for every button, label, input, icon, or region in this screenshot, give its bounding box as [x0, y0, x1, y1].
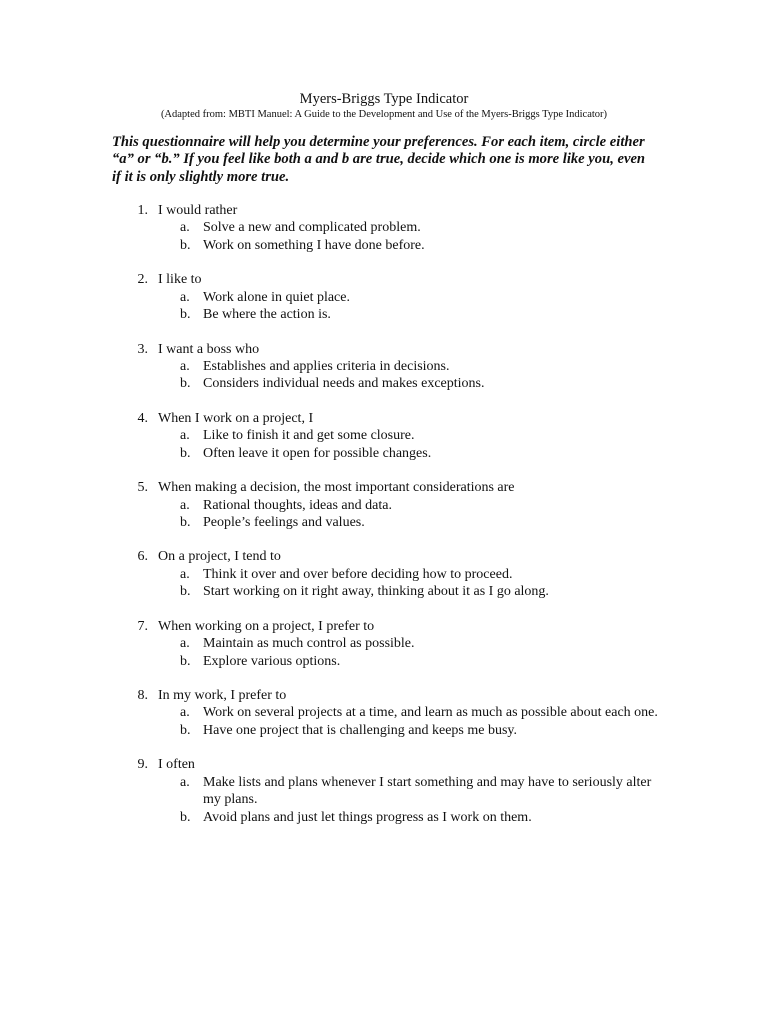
answer-option-a	[0, 427, 663, 444]
option-text: Often leave it open for possible changes.	[203, 445, 432, 461]
option-letter: b.	[180, 653, 191, 669]
question-text: When working on a project, I prefer to	[158, 618, 375, 634]
option-text: Rational thoughts, ideas and data.	[203, 497, 392, 513]
answer-option-b	[0, 722, 663, 739]
option-letter: a.	[180, 358, 190, 374]
answer-options	[0, 219, 768, 254]
option-text: Avoid plans and just let things progress as I work on them.	[203, 809, 532, 825]
answer-options	[0, 635, 768, 670]
answer-option-b	[0, 237, 663, 254]
question-item	[0, 548, 768, 600]
question-number: 7.	[137, 618, 148, 634]
question-text: I want a boss who	[158, 341, 260, 357]
option-text: Establishes and applies criteria in decisions.	[203, 358, 450, 374]
option-letter: a.	[180, 497, 190, 513]
option-text: Like to finish it and get some closure.	[203, 428, 415, 444]
option-letter: b.	[180, 722, 191, 738]
answer-option-b	[0, 445, 663, 462]
option-letter: a.	[180, 636, 190, 652]
option-text: Have one project that is challenging and keeps me busy.	[203, 722, 517, 738]
question-text: When I work on a project, I	[158, 410, 314, 426]
option-letter: a.	[180, 774, 190, 790]
answer-option-a	[0, 774, 663, 809]
question-number: 4.	[137, 410, 148, 426]
instructions-paragraph: This questionnaire will help you determine your preferences. For each item, circle either “a” or “b.” If you feel like both a and b are true, decide which one is more like you, even if it is only slightly more true.	[112, 134, 646, 185]
answer-option-a	[0, 289, 663, 306]
answer-option-a	[0, 358, 663, 375]
question-item	[0, 271, 768, 323]
document-subtitle: (Adapted from: MBTI Manuel: A Guide to the Development and Use of the Myers-Briggs Type Indicator)	[160, 109, 608, 120]
question-item	[0, 410, 768, 462]
question-text: On a project, I tend to	[158, 549, 281, 565]
question-number: 3.	[137, 341, 148, 357]
question-number: 1.	[137, 203, 148, 218]
answer-option-b	[0, 375, 663, 392]
option-text: People’s feelings and values.	[203, 514, 365, 530]
question-item	[0, 618, 768, 670]
option-text: Work on several projects at a time, and learn as much as possible about each one.	[203, 705, 658, 721]
question-header	[0, 756, 768, 773]
option-text: Think it over and over before deciding how to proceed.	[203, 566, 513, 582]
option-letter: a.	[180, 220, 190, 236]
option-text: Solve a new and complicated problem.	[203, 220, 421, 236]
question-number: 9.	[137, 757, 148, 773]
question-number: 2.	[137, 272, 148, 288]
option-text: Work alone in quiet place.	[203, 289, 350, 305]
option-text: Start working on it right away, thinking about it as I go along.	[203, 584, 549, 600]
answer-option-a	[0, 497, 663, 514]
answer-option-a	[0, 704, 663, 721]
question-item	[0, 479, 768, 531]
option-text: Explore various options.	[203, 653, 341, 669]
answer-option-a	[0, 219, 663, 236]
answer-options	[0, 497, 768, 532]
question-text: I often	[158, 757, 195, 773]
answer-options	[0, 774, 768, 826]
question-header	[0, 548, 768, 565]
answer-options	[0, 566, 768, 601]
answer-option-a	[0, 566, 663, 583]
answer-option-b	[0, 583, 663, 600]
option-letter: b.	[180, 584, 191, 600]
answer-option-b	[0, 809, 663, 826]
answer-options	[0, 427, 768, 462]
answer-options	[0, 358, 768, 393]
option-letter: a.	[180, 289, 190, 305]
question-list	[0, 202, 768, 843]
question-number: 5.	[137, 480, 148, 496]
option-letter: b.	[180, 237, 191, 253]
question-text: In my work, I prefer to	[158, 688, 287, 704]
question-number: 8.	[137, 688, 148, 704]
answer-option-a	[0, 635, 663, 652]
option-text: Make lists and plans whenever I start something and may have to seriously alter my plans.	[203, 774, 652, 808]
option-letter: a.	[180, 705, 190, 721]
question-header	[0, 479, 768, 496]
option-letter: b.	[180, 809, 191, 825]
option-letter: b.	[180, 445, 191, 461]
option-text: Maintain as much control as possible.	[203, 636, 415, 652]
option-letter: a.	[180, 566, 190, 582]
question-item	[0, 202, 768, 254]
question-header	[0, 410, 768, 427]
answer-options	[0, 704, 768, 739]
question-header	[0, 202, 768, 219]
question-text: I like to	[158, 272, 202, 288]
answer-options	[0, 289, 768, 324]
option-letter: b.	[180, 376, 191, 392]
question-text: When making a decision, the most important considerations are	[158, 480, 515, 496]
question-item	[0, 756, 768, 826]
question-header	[0, 618, 768, 635]
option-letter: a.	[180, 428, 190, 444]
answer-option-b	[0, 653, 663, 670]
question-header	[0, 271, 768, 288]
question-number: 6.	[137, 549, 148, 565]
option-letter: b.	[180, 307, 191, 323]
option-text: Be where the action is.	[203, 307, 331, 323]
option-letter: b.	[180, 514, 191, 530]
question-header	[0, 341, 768, 358]
question-item	[0, 341, 768, 393]
answer-option-b	[0, 514, 663, 531]
option-text: Considers individual needs and makes exceptions.	[203, 376, 485, 392]
answer-option-b	[0, 306, 663, 323]
question-item	[0, 687, 768, 739]
document-title: Myers-Briggs Type Indicator	[299, 91, 469, 107]
question-text: I would rather	[158, 203, 238, 218]
option-text: Work on something I have done before.	[203, 237, 425, 253]
question-header	[0, 687, 768, 704]
